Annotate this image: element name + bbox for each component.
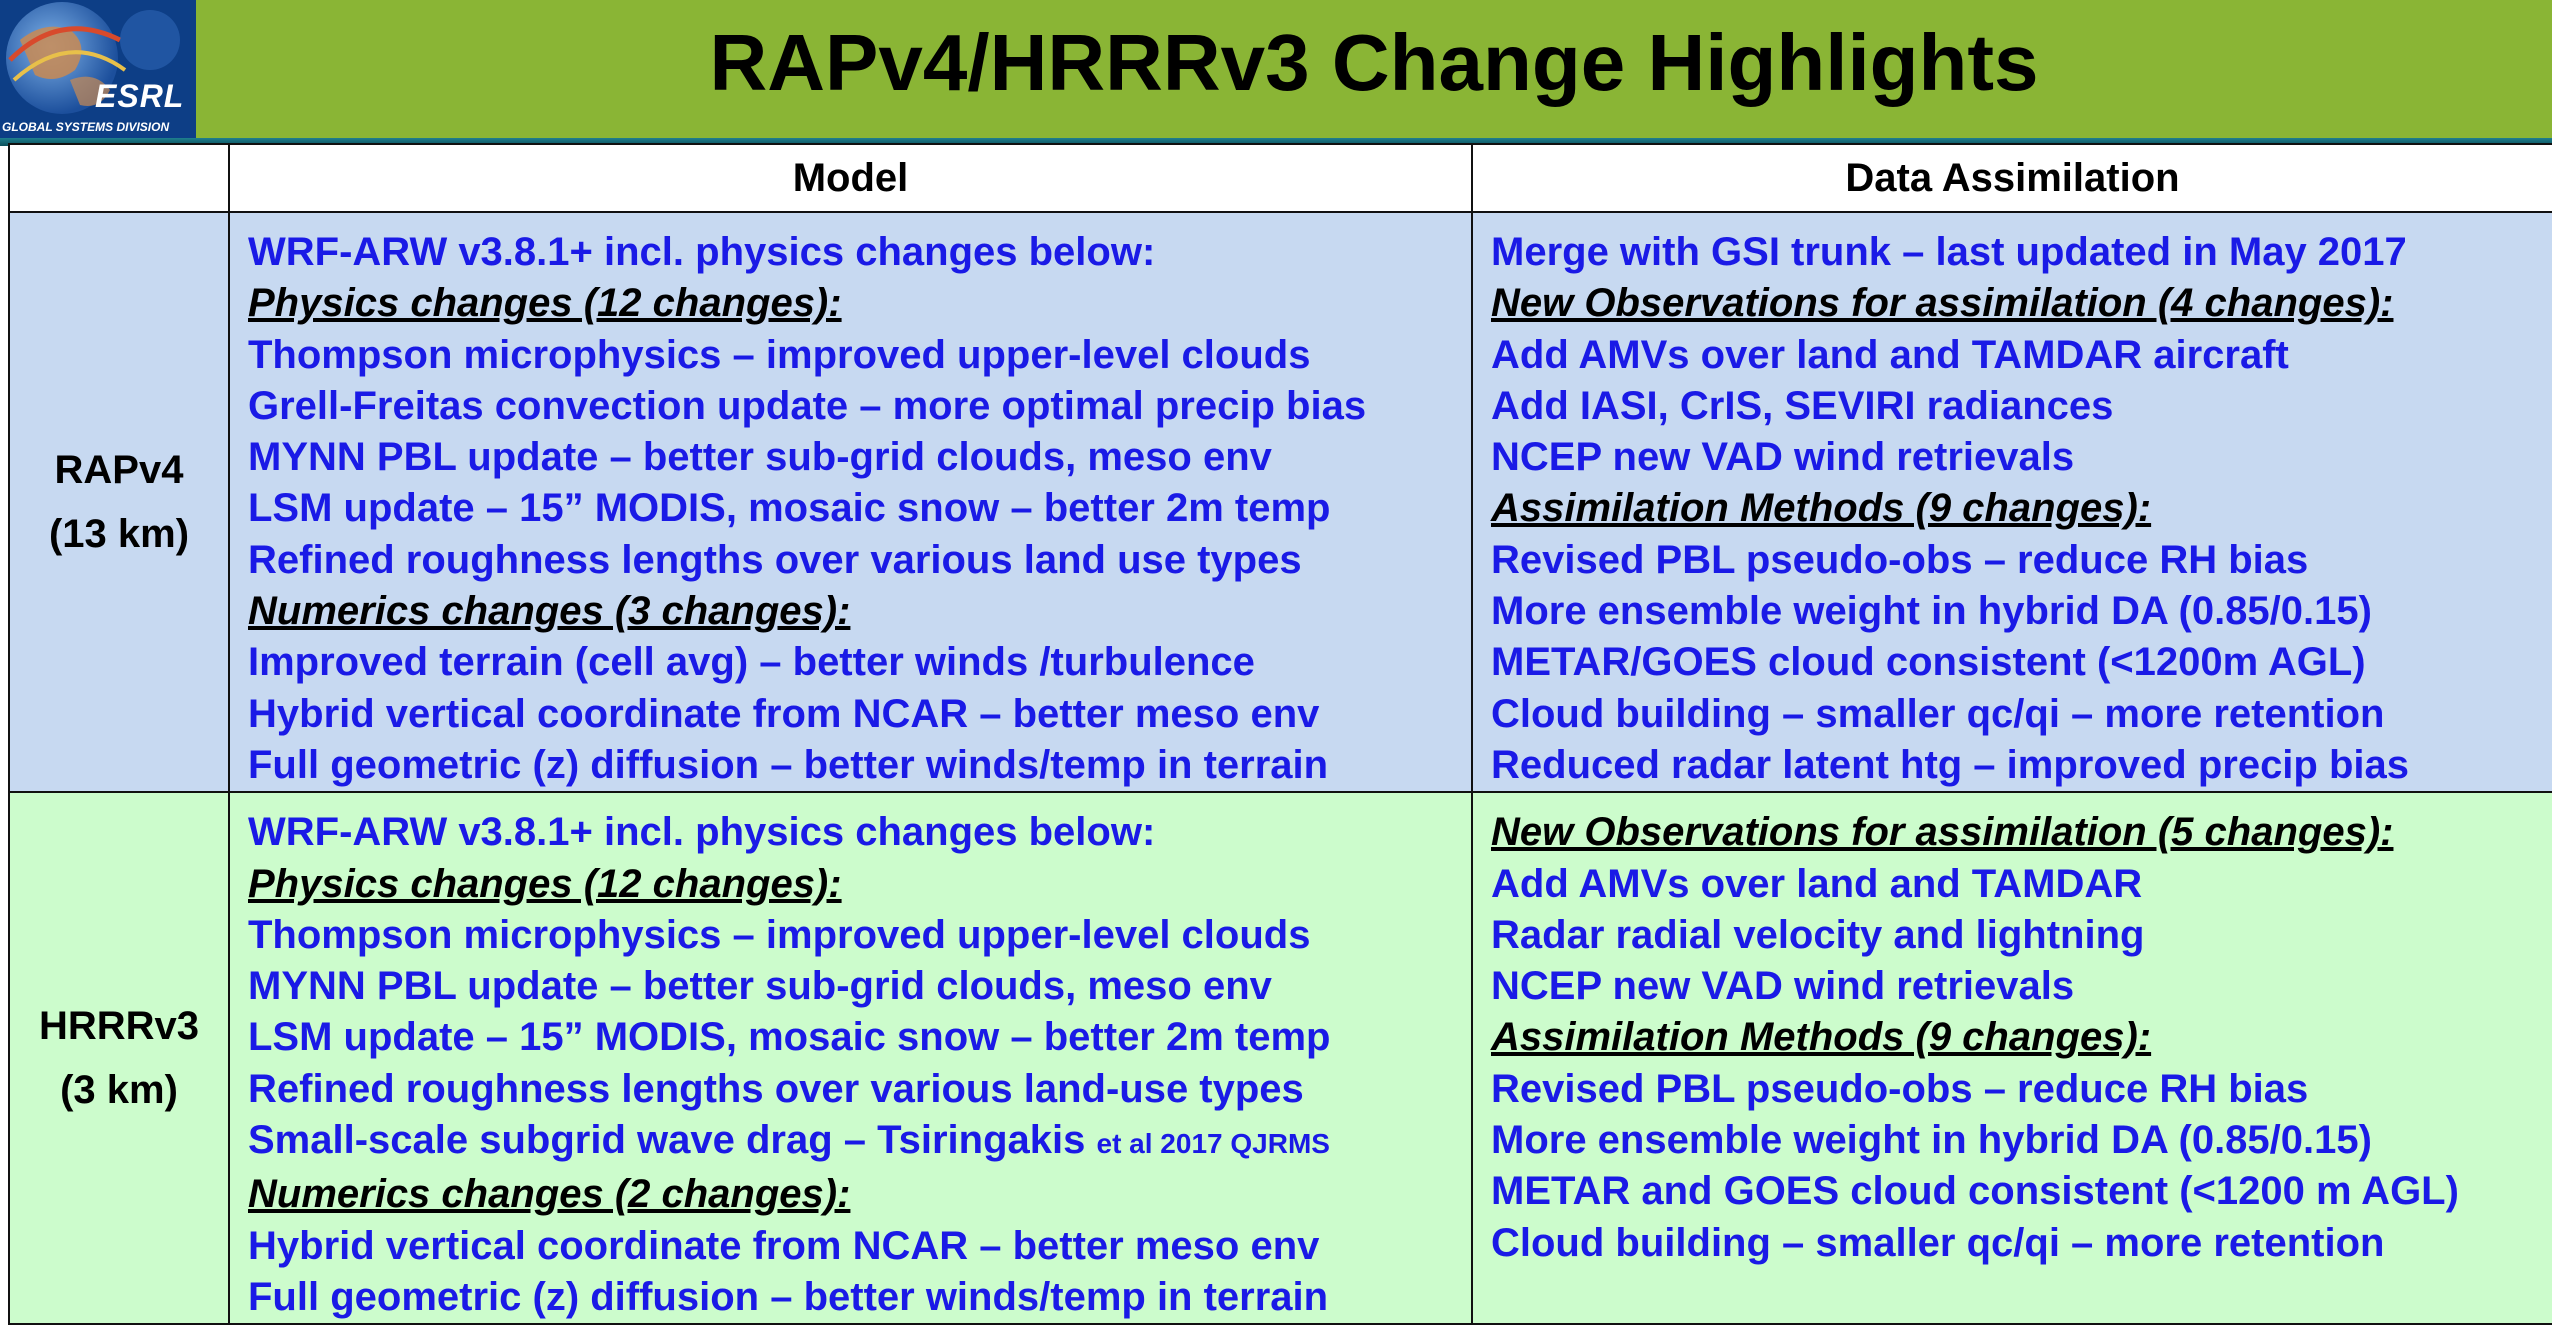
rap-model-line: WRF-ARW v3.8.1+ incl. physics changes below: [248,230,1156,274]
rap-model-line: Improved terrain (cell avg) – better winds /turbulence [248,640,1255,685]
rap-model-line: Refined roughness lengths over various land use types [248,537,1302,582]
hrrr-da-line: Revised PBL pseudo-obs – reduce RH bias [1491,1066,2309,1111]
rap-model-line: Full geometric (z) diffusion – better winds/temp in terrain [248,742,1329,787]
rap-da-cell [1472,212,2552,792]
hrrr-model-cell [229,792,1472,1324]
hrrr-model-line: WRF-ARW v3.8.1+ incl. physics changes below: [248,810,1156,855]
hrrr-model-line: MYNN PBL update – better sub-grid clouds, meso env [248,964,1272,1009]
hrrr-model-line [248,1115,1471,1169]
hrrr-da-line: More ensemble weight in hybrid DA (0.85/0.15) [1491,1118,2372,1163]
hrrr-row [9,792,2552,1324]
rap-model-line: LSM update – 15” MODIS, mosaic snow – better 2m temp [248,486,1331,531]
changes-table [8,143,2552,1325]
rap-row [9,212,2552,792]
esrl-logo [0,0,196,138]
hrrr-da-line: Radar radial velocity and lightning [1491,912,2145,957]
rap-model-cell [229,212,1472,792]
globe-icon [0,0,196,138]
page-title: RAPv4/HRRRv3 Change Highlights [709,18,2039,107]
rap-da-line: NCEP new VAD wind retrievals [1491,435,2075,480]
hrrr-resolution: (3 km) [60,1068,178,1113]
hrrr-row-header [9,792,229,1324]
rap-resolution: (13 km) [48,512,190,557]
logo-subtitle: GLOBAL SYSTEMS DIVISION [2,120,170,134]
hrrr-da-line: METAR and GOES cloud consistent (<1200 m AGL) [1491,1169,2459,1214]
rap-da-line: Reduced radar latent htg – improved precip bias [1491,742,2410,787]
corner-cell [9,144,229,212]
rap-da-section-header: Assimilation Methods (9 changes): [1491,486,2152,531]
hrrr-da-section-header: Assimilation Methods (9 changes): [1491,1015,2152,1060]
hrrr-name: HRRRv3 [38,1004,200,1049]
hrrr-da-section-header: New Observations for assimilation (5 changes): [1491,810,2394,855]
hrrr-da-line: NCEP new VAD wind retrievals [1491,964,2075,1009]
hrrr-model-line: Full geometric (z) diffusion – better winds/temp in terrain [248,1274,1329,1319]
hrrr-da-line: Add AMVs over land and TAMDAR [1491,861,2143,906]
rap-da-line: Revised PBL pseudo-obs – reduce RH bias [1491,537,2309,582]
header-row [9,144,2552,212]
rap-da-line: METAR/GOES cloud consistent (<1200m AGL) [1491,640,2366,685]
rap-da-line: Add IASI, CrIS, SEVIRI radiances [1491,383,2114,428]
logo-name: ESRL [95,78,185,114]
rap-row-header [9,212,229,792]
rap-da-line: More ensemble weight in hybrid DA (0.85/0.15) [1491,589,2372,634]
rap-model-section-header: Physics changes (12 changes): [248,281,842,326]
rap-name: RAPv4 [54,448,184,493]
citation-text: et al 2017 QJRMS [1096,1128,1330,1160]
rap-model-line: Grell-Freitas convection update – more optimal precip bias [248,383,1367,428]
hrrr-model-line: LSM update – 15” MODIS, mosaic snow – better 2m temp [248,1015,1331,1060]
hrrr-model-line: Refined roughness lengths over various land-use types [248,1066,1304,1111]
rap-model-line: MYNN PBL update – better sub-grid clouds, meso env [248,435,1272,480]
hrrr-da-cell [1472,792,2552,1324]
rap-model-section-header: Numerics changes (3 changes): [248,589,851,634]
column-header-model: Model [229,144,1472,212]
hrrr-model-section-header: Numerics changes (2 changes): [248,1172,851,1217]
rap-da-line: Merge with GSI trunk – last updated in May 2017 [1491,230,2407,274]
rap-model-line: Thompson microphysics – improved upper-level clouds [248,332,1311,377]
hrrr-model-line: Hybrid vertical coordinate from NCAR – better meso env [248,1223,1320,1268]
hrrr-model-line: Thompson microphysics – improved upper-level clouds [248,912,1311,957]
rap-da-line: Cloud building – smaller qc/qi – more retention [1491,691,2385,736]
hrrr-da-line: Cloud building – smaller qc/qi – more retention [1491,1220,2385,1265]
rap-da-section-header: New Observations for assimilation (4 changes): [1491,281,2394,326]
rap-da-line: Add AMVs over land and TAMDAR aircraft [1491,332,2289,377]
rap-model-line: Hybrid vertical coordinate from NCAR – better meso env [248,691,1320,736]
hrrr-model-section-header: Physics changes (12 changes): [248,861,842,906]
wave-drag-text: Small-scale subgrid wave drag – Tsiringakis [248,1118,1086,1163]
column-header-data-assimilation: Data Assimilation [1472,144,2552,212]
